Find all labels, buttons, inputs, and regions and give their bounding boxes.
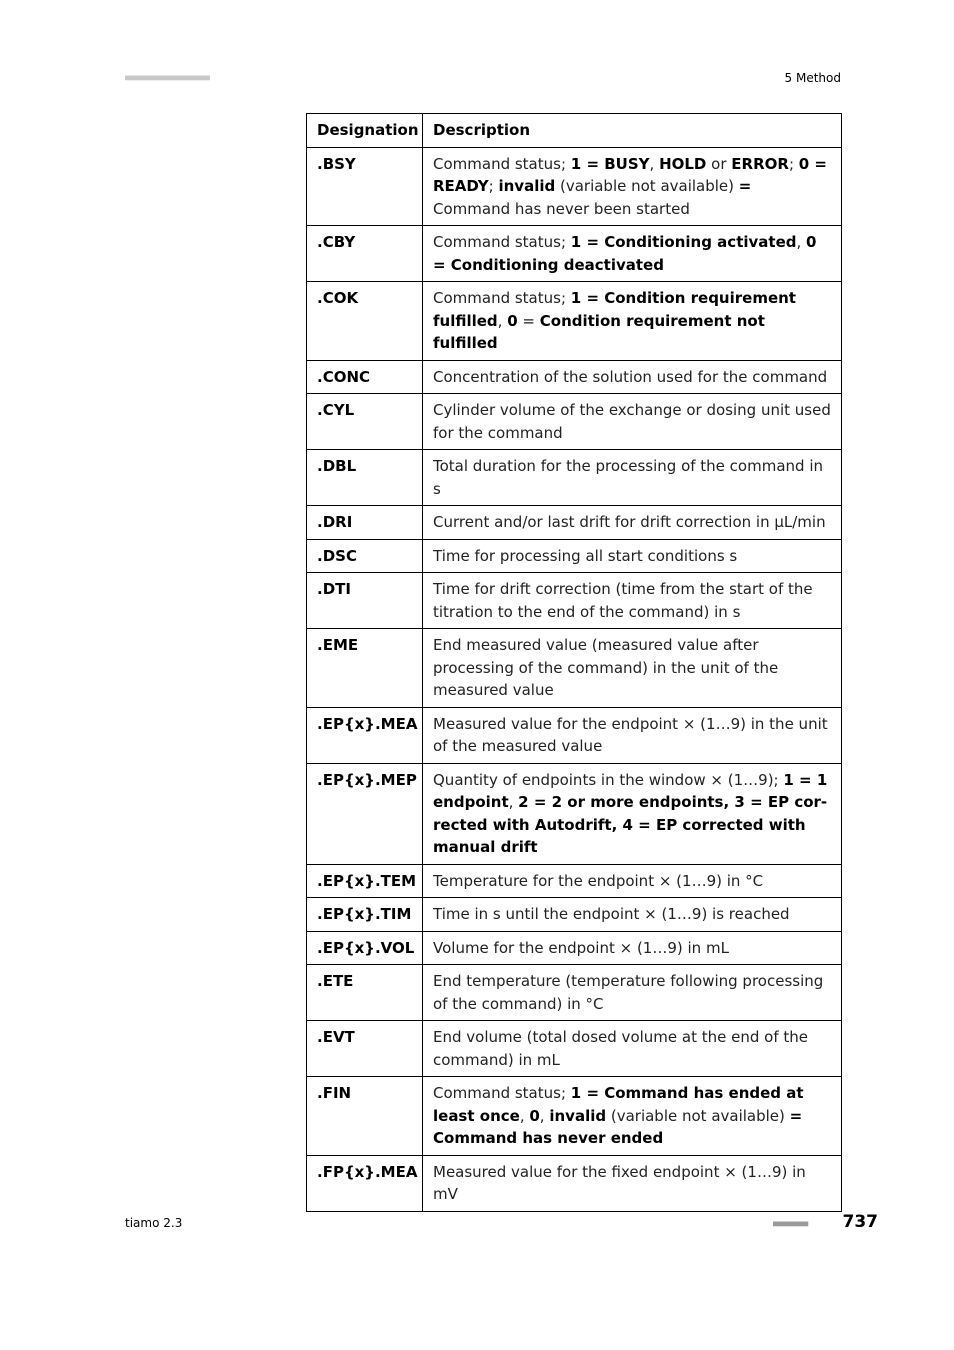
designation-cell: .DRI (307, 506, 423, 540)
description-text: Command status; (433, 1084, 571, 1102)
description-text: Command has never been started (433, 199, 690, 218)
designation-cell: .CONC (307, 360, 423, 394)
description-text: End measured value (measured value after processing of the command) in the unit of the measured value (433, 636, 779, 699)
description-emphasis: Condition requirement not fulfilled (433, 311, 765, 352)
description-cell (423, 360, 842, 394)
section-title: 5 Method (784, 71, 841, 85)
description-emphasis: 1 = Conditioning activated (570, 233, 797, 251)
description-cell (423, 226, 842, 282)
description-emphasis: 1 = Command has ended at least once (433, 1084, 804, 1125)
designation-cell: .FIN (307, 1077, 423, 1156)
table-row (307, 539, 842, 573)
table-row (307, 147, 842, 226)
designation-cell: .EVT (307, 1021, 423, 1077)
description-emphasis: 0 = Conditioning deactivated (433, 233, 817, 274)
description-emphasis: = Command has never ended (433, 1106, 803, 1147)
designation-cell: .CYL (307, 394, 423, 450)
designation-cell: .EP{x}.TIM (307, 898, 423, 932)
description-cell (423, 506, 842, 540)
description-text: (variable not available) (606, 1106, 790, 1125)
description-text: Concentration of the solution used for the command (433, 367, 828, 386)
designation-cell: .DBL (307, 450, 423, 506)
description-text: Time for drift correction (time from the start of the titration to the end of the command) in s (433, 580, 813, 621)
description-text: , (539, 1106, 550, 1125)
description-cell (423, 1077, 842, 1156)
table-row (307, 1077, 842, 1156)
table-row (307, 360, 842, 394)
description-text: , (497, 311, 508, 330)
description-text: Quantity of endpoints in the window × (1…9); (433, 770, 784, 789)
description-cell (423, 1021, 842, 1077)
designation-cell: .FP{x}.MEA (307, 1155, 423, 1211)
description-text: , (519, 1106, 530, 1125)
description-cell (423, 147, 842, 226)
description-text: Time in s until the endpoint × (1…9) is reached (433, 905, 790, 923)
description-text: Cylinder volume of the exchange or dosing unit used for the command (433, 401, 831, 442)
table-row (307, 763, 842, 864)
description-emphasis: invalid (549, 1106, 607, 1125)
description-text: or (706, 154, 732, 173)
description-text: , (649, 154, 660, 173)
designation-cell: .ETE (307, 965, 423, 1021)
description-cell (423, 450, 842, 506)
description-text: Temperature for the endpoint × (1…9) in °C (433, 871, 764, 890)
description-cell (423, 394, 842, 450)
description-text: Measured value for the endpoint × (1…9) in the unit of the measured value (433, 714, 828, 755)
variables-table (306, 113, 842, 1212)
description-emphasis: invalid (498, 177, 556, 195)
description-text: Current and/or last drift for drift correction in µL/min (433, 513, 826, 531)
description-cell (423, 965, 842, 1021)
table-header-row (307, 114, 842, 148)
description-emphasis: = (738, 177, 752, 195)
designation-cell: .COK (307, 282, 423, 361)
table-row (307, 226, 842, 282)
footer-decoration: ■■■■■■■■■ (773, 1219, 808, 1228)
designation-cell: .EP{x}.MEA (307, 707, 423, 763)
description-cell (423, 1155, 842, 1211)
designation-cell: .DSC (307, 539, 423, 573)
description-emphasis: 1 = Condition requirement fulfilled (433, 289, 796, 330)
designation-cell: .BSY (307, 147, 423, 226)
designation-cell: .EP{x}.TEM (307, 864, 423, 898)
description-emphasis: 1 = 1 endpoint (433, 770, 828, 811)
description-text: Volume for the endpoint × (1…9) in mL (433, 938, 729, 957)
description-cell (423, 763, 842, 864)
table-row (307, 864, 842, 898)
description-text: , (796, 233, 807, 251)
table-row (307, 573, 842, 629)
table-row (307, 629, 842, 708)
description-cell (423, 931, 842, 965)
description-emphasis: 0 = READY (433, 154, 827, 195)
table-row (307, 450, 842, 506)
designation-cell: .CBY (307, 226, 423, 282)
description-text: End temperature (temperature following processing of the command) in °C (433, 972, 824, 1013)
description-text: Command status; (433, 289, 571, 307)
header-decoration: ■■■■■■■■■■■■■■■■■■■■■■ (125, 73, 209, 82)
description-emphasis: HOLD (659, 154, 707, 173)
description-text: Measured value for the fixed endpoint × (1…9) in mV (433, 1162, 806, 1203)
description-text: End volume (total dosed volume at the end of the command) in mL (433, 1028, 808, 1069)
table-row (307, 1021, 842, 1077)
table-row (307, 1155, 842, 1211)
description-emphasis: 0 (507, 311, 518, 330)
designation-cell: .EME (307, 629, 423, 708)
description-text: Command status; (433, 154, 571, 173)
table-row (307, 898, 842, 932)
description-cell (423, 629, 842, 708)
description-cell (423, 898, 842, 932)
description-text: ; (788, 154, 799, 173)
description-text: Command status; (433, 233, 571, 251)
table-row (307, 394, 842, 450)
description-emphasis: 1 = BUSY (570, 154, 650, 173)
description-cell (423, 707, 842, 763)
description-text: , (508, 793, 519, 811)
designation-cell: .EP{x}.MEP (307, 763, 423, 864)
description-text: = (517, 311, 540, 330)
table-row (307, 707, 842, 763)
description-cell (423, 282, 842, 361)
table-row (307, 282, 842, 361)
description-cell (423, 539, 842, 573)
designation-cell: .EP{x}.VOL (307, 931, 423, 965)
description-header: Description (423, 114, 842, 148)
description-emphasis: ERROR (731, 154, 789, 173)
table-row (307, 506, 842, 540)
description-emphasis: 2 = 2 or more endpoints, 3 = EP corrected with Autodrift, 4 = EP corrected with manual drift (433, 793, 828, 856)
designation-header: Designation (307, 114, 423, 148)
product-name: tiamo 2.3 (125, 1216, 183, 1230)
description-cell (423, 573, 842, 629)
designation-cell: .DTI (307, 573, 423, 629)
table-row (307, 965, 842, 1021)
description-emphasis: 0 (529, 1106, 540, 1125)
table-row (307, 931, 842, 965)
page-number: 737 (842, 1212, 878, 1232)
description-text: Time for processing all start conditions s (433, 546, 738, 565)
description-text: Total duration for the processing of the command in s (433, 457, 823, 498)
description-text: (variable not available) (555, 177, 739, 195)
description-cell (423, 864, 842, 898)
table-body (307, 147, 842, 1211)
description-text: ; (488, 177, 499, 195)
